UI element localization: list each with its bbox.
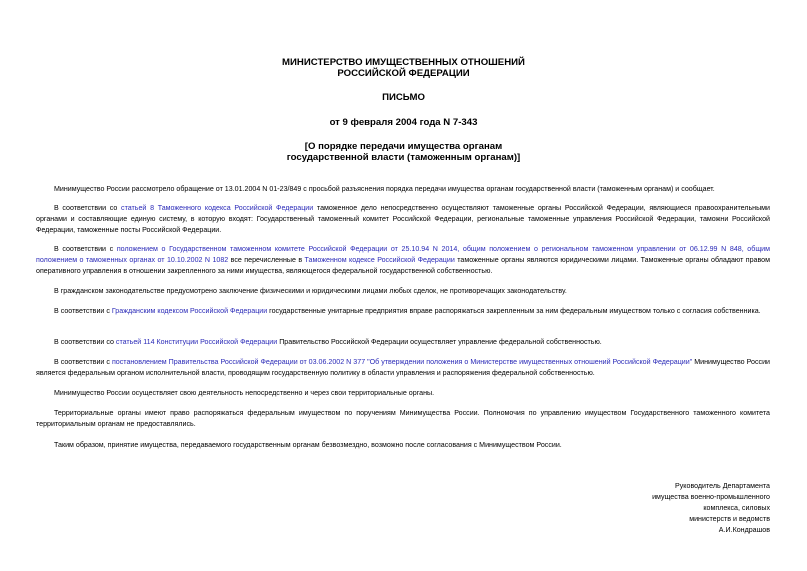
paragraph-3 <box>36 244 770 276</box>
paragraph-7 <box>36 357 770 379</box>
subject-line1: [О порядке передачи имущества органам <box>304 141 503 152</box>
paragraph-1 <box>36 184 770 195</box>
subject-line2: государственной власти (таможенным органам)] <box>286 152 521 163</box>
paragraph-3-text-b: все перечисленные в <box>228 255 305 264</box>
signature-block <box>560 481 770 536</box>
link-constitution-article-114[interactable]: статьей 114 Конституции Российской Федерации <box>115 338 278 346</box>
paragraph-8-text: Минимущество России осуществляет свою деятельность непосредственно и через свои территориальные органы. <box>54 389 435 397</box>
paragraph-3-text-c: таможенные органы являются юридическими лицами. Таможенные органы обладают правом оперативного управления в отношении закрепленного за ними имущества, являющегося федеральной государственной собственностью. <box>36 255 770 275</box>
signature-line2: имущества военно-промышленного <box>652 493 770 501</box>
paragraph-5-text-b: государственные унитарные предприятия вправе распоряжаться закрепленным за ним федеральным имуществом только с согласия собственника. <box>267 307 761 315</box>
ministry-name-line2: РОССИЙСКОЙ ФЕДЕРАЦИИ <box>337 68 470 79</box>
link-customs-code-article-8[interactable]: статьей 8 Таможенного кодекса Российской Федерации <box>121 204 314 212</box>
paragraph-4-text: В гражданском законодательстве предусмотрено заключение физическими и юридическими лицами любых сделок, не противоречащих законодательству. <box>54 287 567 295</box>
paragraph-2-text-b: таможенное дело непосредственно осуществляют таможенные органы Российской Федерации, являющиеся правоохранительными органами и составляющие единую систему, в которую входят: Государственный таможенный комитет Российской Федерации, региональные таможенные управления Российской Федерации, таможни Российской Федерации, таможенные посты Российской Федерации. <box>36 204 771 234</box>
paragraph-8 <box>36 388 770 399</box>
ministry-name-line1: МИНИСТЕРСТВО ИМУЩЕСТВЕННЫХ ОТНОШЕНИЙ <box>282 57 525 68</box>
paragraph-6-text-a: В соответствии со <box>54 338 116 346</box>
paragraph-10 <box>36 440 770 451</box>
signatory-name: А.И.Кондрашов <box>718 526 770 534</box>
document-date-number: от 9 февраля 2004 года N 7-343 <box>329 117 478 128</box>
document-type: ПИСЬМО <box>382 92 425 103</box>
paragraph-2 <box>36 203 770 235</box>
link-government-decree-377[interactable]: постановлением Правительства Российской Федерации от 03.06.2002 N 377 "Об утверждении положения о Министерстве имущественных отношений Российской Федерации" <box>111 358 693 366</box>
paragraph-7-text-a: В соответствии с <box>54 358 112 366</box>
paragraph-6 <box>36 337 770 348</box>
document-subject <box>0 141 807 163</box>
paragraph-9-text: Территориальные органы имеют право распоряжаться федеральным имуществом по поручениям Минимущества России. Полномочия по управлению имуществом Государственного таможенного комитета территориальным органам не предоставлялись. <box>36 409 770 428</box>
signature-line4: министерств и ведомств <box>689 515 770 523</box>
paragraph-2-text-a: В соответствии со <box>54 204 122 212</box>
document-header <box>0 57 807 128</box>
signature-line3: комплекса, силовых <box>703 504 770 512</box>
paragraph-9 <box>36 408 770 430</box>
paragraph-10-text: Таким образом, принятие имущества, передаваемого государственным органам безвозмездно, возможно после согласования с Минимуществом России. <box>54 441 562 449</box>
link-civil-code[interactable]: Гражданским кодексом Российской Федерации <box>111 307 268 315</box>
paragraph-6-text-b: Правительство Российской Федерации осуществляет управление федеральной собственностью. <box>277 338 602 346</box>
paragraph-5-text-a: В соответствии с <box>54 307 112 315</box>
paragraph-4 <box>36 286 770 297</box>
paragraph-7-text-b: Минимущество России является федеральным органом исполнительной власти, проводящим государственную политику в области управления и распоряжения федеральной собственностью. <box>36 358 770 377</box>
paragraph-1-text: Минимущество России рассмотрело обращение от 13.01.2004 N 01-23/849 с просьбой разъяснения порядка передачи имущества органам государственной власти (таможенным органам) и сообщает. <box>54 185 715 193</box>
paragraph-5 <box>36 306 770 317</box>
link-customs-code[interactable]: Таможенном кодексе Российской Федерации <box>304 255 455 264</box>
paragraph-3-text-a: В соответствии с <box>54 245 117 253</box>
signature-line1: Руководитель Департамента <box>675 482 770 490</box>
link-customs-committee-regulations[interactable]: положением о Государственном таможенном комитете Российской Федерации от 25.10.94 N 2014, общим положением о региональном таможенном управлении от 06.12.99 N 848, общим положением о таможенных органах от 10.10.2002 N 1082 <box>36 245 770 264</box>
